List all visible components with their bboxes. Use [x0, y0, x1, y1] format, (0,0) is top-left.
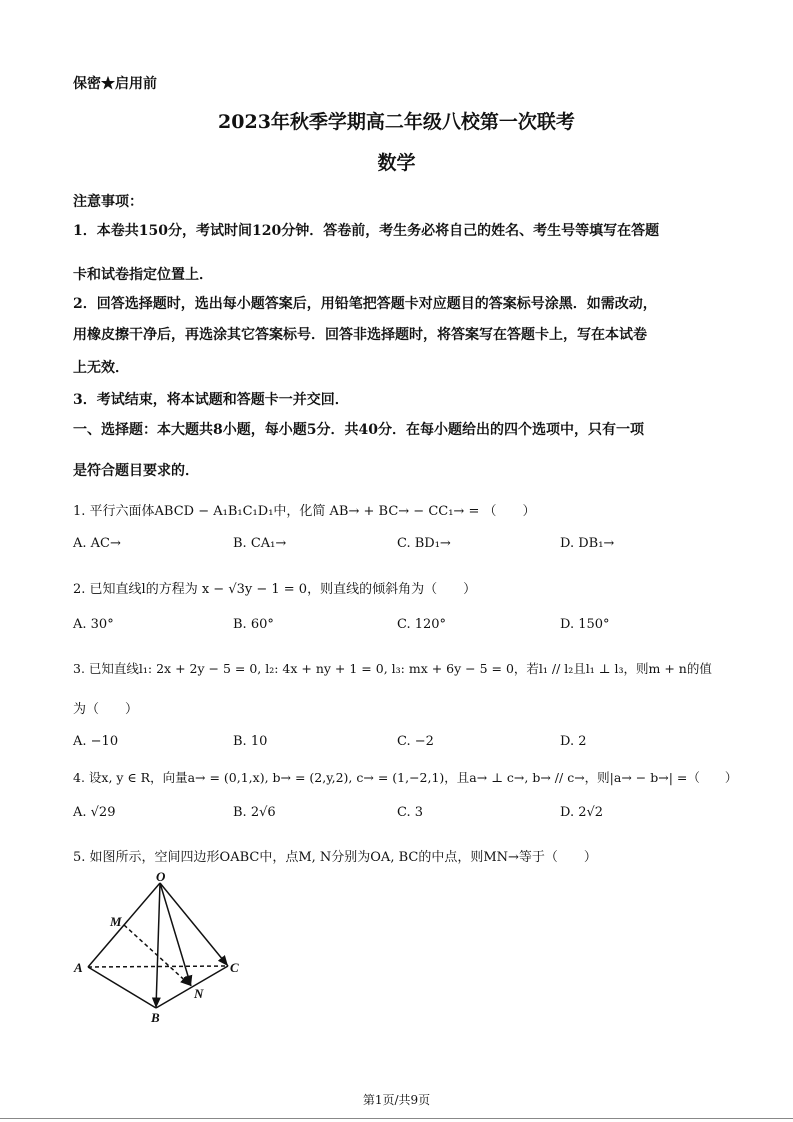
option-a: A. √29 — [73, 805, 116, 820]
note-line: 卡和试卷指定位置上． — [73, 267, 213, 283]
label-b: B — [151, 1010, 160, 1025]
option-c: C. 120° — [397, 617, 447, 632]
edge-ab — [88, 967, 156, 1008]
option-b: B. 10 — [233, 734, 268, 749]
option-b: B. CA₁→ — [233, 536, 287, 551]
note-line: 上无效． — [73, 360, 129, 376]
option-d: D. 2√2 — [560, 805, 604, 820]
subject-title: 数学 — [377, 152, 416, 174]
option-c: C. 3 — [397, 805, 424, 820]
label-a: A — [74, 960, 83, 975]
option-a: A. AC→ — [73, 536, 121, 551]
option-c: C. BD₁→ — [397, 536, 451, 551]
edge-bc — [156, 966, 228, 1008]
option-b: B. 60° — [233, 617, 274, 632]
note-line: 2．回答选择题时，选出每小题答案后，用铅笔把答题卡对应题目的答案标号涂黑．如需改动， — [73, 296, 657, 312]
option-a: A. 30° — [73, 617, 114, 632]
section-heading: 一、选择题：本大题共8小题，每小题5分．共40分．在每小题给出的四个选项中，只有一项 — [73, 422, 644, 438]
label-m: M — [110, 914, 122, 929]
tetrahedron-figure — [70, 870, 260, 1030]
question-3-stem: 3. 已知直线l₁: 2x + 2y − 5 = 0, l₂: 4x + ny + 1 = 0, l₃: mx + 6y − 5 = 0，若l₁ // l₂且l₁ ⊥ l₃，则m + n的值 — [73, 661, 712, 676]
note-line: 用橡皮擦干净后，再选涂其它答案标号．回答非选择题时，将答案写在答题卡上，写在本试卷 — [73, 327, 647, 343]
page-number: 第1页/共9页 — [362, 1093, 431, 1107]
note-line: 1．本卷共150分，考试时间120分钟．答卷前，考生务必将自己的姓名、考生号等填写在答题 — [73, 223, 660, 239]
edge-oc — [160, 883, 228, 966]
label-n: N — [194, 986, 204, 1001]
confidential-label: 保密★启用前 — [73, 76, 157, 92]
section-heading: 是符合题目要求的． — [73, 463, 199, 479]
option-d: D. 2 — [560, 734, 587, 749]
question-2-stem: 2. 已知直线l的方程为 x − √3y − 1 = 0，则直线的倾斜角为（ ） — [73, 582, 477, 597]
vector-on — [160, 883, 191, 986]
notes-heading: 注意事项： — [73, 194, 143, 210]
option-d: D. 150° — [560, 617, 610, 632]
note-line: 3．考试结束，将本试题和答题卡一并交回． — [73, 392, 349, 408]
label-c: C — [230, 960, 239, 975]
exam-title: 2023年秋季学期高二年级八校第一次联考 — [218, 111, 575, 133]
option-b: B. 2√6 — [233, 805, 276, 820]
question-4-stem: 4. 设x, y ∈ R，向量a→ = (0,1,x), b→ = (2,y,2), c→ = (1,−2,1)，且a→ ⊥ c→, b→ // c→，则|a→ − b→| =（ ） — [73, 770, 738, 785]
option-a: A. −10 — [73, 734, 119, 749]
question-1-stem: 1. 平行六面体ABCD − A₁B₁C₁D₁中，化简 AB→ + BC→ − CC₁→ = （ ） — [73, 504, 536, 519]
page-bottom-divider — [0, 1118, 793, 1119]
option-c: C. −2 — [397, 734, 434, 749]
question-5-stem: 5. 如图所示，空间四边形OABC中，点M, N分别为OA, BC的中点，则MN→等于（ ） — [73, 850, 597, 865]
option-d: D. DB₁→ — [560, 536, 615, 551]
question-3-stem-cont: 为（ ） — [73, 702, 139, 717]
edge-ob — [156, 883, 160, 1008]
label-o: O — [156, 870, 166, 884]
